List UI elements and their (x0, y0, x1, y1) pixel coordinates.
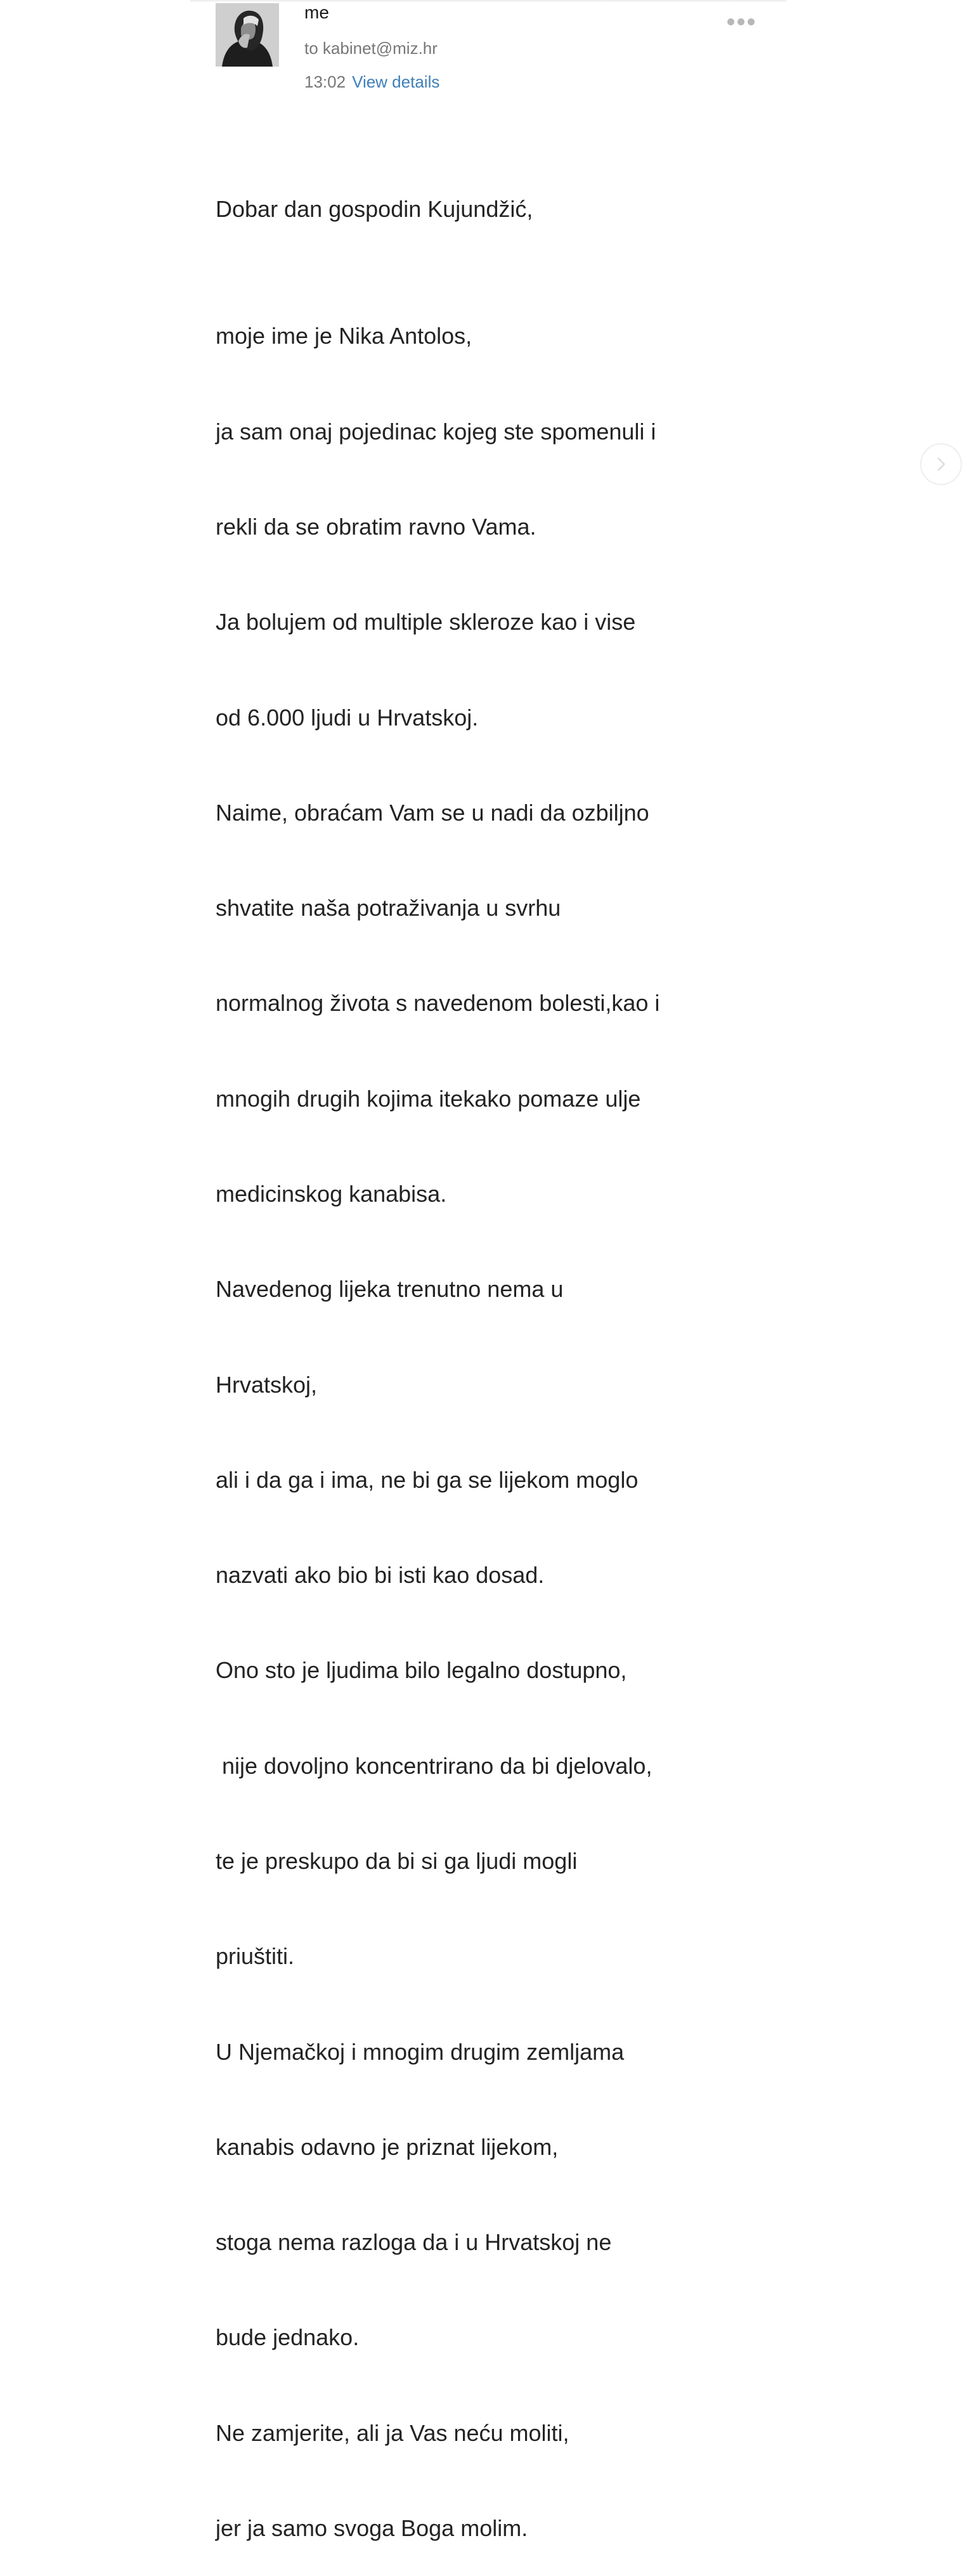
message-line: Hrvatskoj, (216, 1371, 318, 1398)
message-line: mnogih drugih kojima itekako pomaze ulje (216, 1085, 641, 1112)
message-line: normalnog života s navedenom bolesti,kao i (216, 990, 660, 1017)
more-horizontal-icon (737, 18, 744, 25)
recipient-line: to kabinet@miz.hr (304, 39, 438, 58)
message-line: kanabis odavno je priznat lijekom, (216, 2133, 559, 2160)
view-details-link[interactable]: View details (352, 72, 440, 91)
chevron-right-icon (933, 456, 949, 472)
message-line: moje ime je Nika Antolos, (216, 323, 472, 349)
message-line: nazvati ako bio bi isti kao dosad. (216, 1562, 545, 1589)
message-line: te je preskupo da bi si ga ljudi mogli (216, 1847, 578, 1874)
message-line: od 6.000 ljudi u Hrvatskoj. (216, 704, 479, 731)
top-shadow (190, 0, 786, 3)
message-body (216, 130, 742, 2576)
sender-avatar[interactable] (216, 3, 279, 67)
message-meta (304, 72, 439, 92)
message-greeting: Dobar dan gospodin Kujundžić, (216, 196, 533, 223)
message-line: Ne zamjerite, ali ja Vas neću moliti, (216, 2419, 569, 2446)
message-line: Navedenog lijeka trenutno nema u (216, 1276, 564, 1303)
more-horizontal-icon (748, 18, 755, 25)
message-line: nije dovoljno koncentrirano da bi djelovalo, (216, 1752, 653, 1779)
message-line: Naime, obraćam Vam se u nadi da ozbiljno (216, 799, 649, 826)
user-avatar-icon (216, 3, 279, 67)
message-line: U Njemačkoj i mnogim drugim zemljama (216, 2038, 625, 2065)
message-line: shvatite naša potraživanja u svrhu (216, 895, 561, 921)
message-line: rekli da se obratim ravno Vama. (216, 514, 536, 540)
message-line: stoga nema razloga da i u Hrvatskoj ne (216, 2229, 612, 2256)
message-time: 13:02 (304, 72, 346, 91)
message-line: priuštiti. (216, 1943, 295, 1970)
sender-name: me (304, 3, 329, 22)
more-horizontal-icon (727, 18, 734, 25)
message-line: jer ja samo svoga Boga molim. (216, 2514, 528, 2541)
message-line: Ja bolujem od multiple skleroze kao i vise (216, 609, 636, 635)
message-line: ja sam onaj pojedinac kojeg ste spomenuli i (216, 418, 656, 445)
message-line: bude jednako. (216, 2324, 360, 2351)
message-line: medicinskog kanabisa. (216, 1181, 447, 1207)
next-slide-button[interactable] (920, 443, 962, 485)
more-options-button[interactable] (727, 16, 756, 27)
message-line: ali i da ga i ima, ne bi ga se lijekom moglo (216, 1466, 639, 1493)
message-line: Ono sto je ljudima bilo legalno dostupno, (216, 1657, 627, 1684)
